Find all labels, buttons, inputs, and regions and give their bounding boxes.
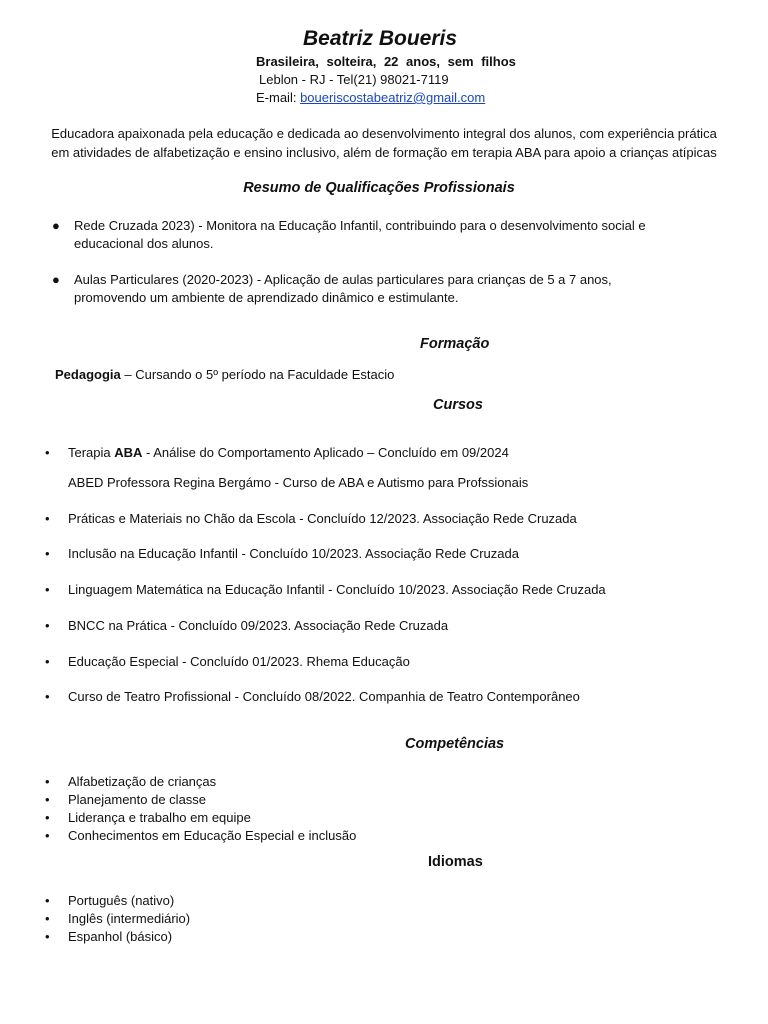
list-item	[45, 827, 545, 845]
list-item	[45, 892, 545, 910]
section-title-qualifications: Resumo de Qualificações Profissionais	[243, 180, 515, 196]
bullet-icon: •	[45, 792, 50, 807]
skill-text: Liderança e trabalho em equipe	[68, 810, 251, 825]
bullet-icon: •	[45, 893, 50, 908]
course-item	[45, 689, 580, 704]
qualification-text: educacional dos alunos.	[74, 236, 214, 251]
course-item	[45, 582, 606, 597]
professional-summary	[0, 124, 768, 162]
bullet-icon: •	[45, 445, 50, 460]
qualifications-list	[50, 217, 730, 325]
section-title-idiomas: Idiomas	[428, 854, 483, 870]
bullet-icon: ●	[52, 272, 60, 287]
course-text: Curso de Teatro Profissional - Concluído 08/2022. Companhia de Teatro Contemporâneo	[68, 689, 580, 704]
skills-list	[45, 773, 545, 845]
bullet-icon: •	[45, 810, 50, 825]
summary-line: Educadora apaixonada pela educação e dedicada ao desenvolvimento integral dos alunos, com experiência prática	[51, 126, 717, 141]
degree-name: Pedagogia	[55, 367, 121, 382]
course-item	[45, 618, 448, 633]
course-item	[45, 511, 577, 526]
languages-list	[45, 892, 545, 946]
email-label: E-mail:	[256, 90, 301, 105]
bullet-icon: •	[45, 511, 50, 526]
bullet-icon: •	[45, 929, 50, 944]
qualification-text: promovendo um ambiente de aprendizado dinâmico e estimulante.	[74, 290, 459, 305]
bullet-icon: •	[45, 582, 50, 597]
bullet-icon: •	[45, 689, 50, 704]
skill-text: Conhecimentos em Educação Especial e inclusão	[68, 828, 357, 843]
bullet-icon: •	[45, 546, 50, 561]
email-link[interactable]: boueriscostabeatriz@gmail.com	[300, 90, 486, 105]
course-text: - Análise do Comportamento Aplicado – Concluído em 09/2024	[142, 445, 509, 460]
section-title-formacao: Formação	[420, 336, 490, 352]
skill-text: Planejamento de classe	[68, 792, 207, 807]
language-text: Espanhol (básico)	[68, 929, 173, 944]
course-text: Educação Especial - Concluído 01/2023. Rhema Educação	[68, 654, 410, 669]
list-item	[45, 791, 545, 809]
list-item	[45, 910, 545, 928]
list-item	[45, 809, 545, 827]
location-phone-line: Leblon - RJ - Tel(21) 98021-7119	[259, 72, 449, 87]
degree-details: – Cursando o 5º período na Faculdade Estacio	[120, 367, 395, 382]
course-subtitle: ABED Professora Regina Bergámo - Curso de ABA e Autismo para Profssionais	[68, 475, 529, 490]
section-title-competencias: Competências	[405, 736, 505, 752]
qualification-text: Rede Cruzada 2023) - Monitora na Educação Infantil, contribuindo para o desenvolvimento social e	[74, 218, 646, 233]
course-item	[45, 546, 519, 561]
list-item	[50, 271, 730, 307]
list-item	[50, 217, 730, 253]
email-line	[256, 90, 485, 105]
personal-info-line: Brasileira, solteira, 22 anos, sem filhos	[256, 54, 516, 69]
summary-line: em atividades de alfabetização e ensino inclusivo, além de formação em terapia ABA para apoio a crianças atípicas	[51, 145, 717, 160]
course-bold: ABA	[114, 445, 143, 460]
resume-name: Beatriz Boueris	[302, 27, 458, 50]
bullet-icon: •	[45, 618, 50, 633]
bullet-icon: •	[45, 828, 50, 843]
bullet-icon: ●	[52, 218, 60, 233]
language-text: Inglês (intermediário)	[68, 911, 191, 926]
course-item	[45, 654, 410, 669]
course-text: Práticas e Materiais no Chão da Escola - Concluído 12/2023. Associação Rede Cruzada	[68, 511, 577, 526]
bullet-icon: •	[45, 911, 50, 926]
bullet-icon: •	[45, 654, 50, 669]
bullet-icon: •	[45, 774, 50, 789]
list-item	[45, 773, 545, 791]
course-item	[45, 445, 509, 460]
education-entry	[55, 367, 394, 382]
course-text: BNCC na Prática - Concluído 09/2023. Associação Rede Cruzada	[68, 618, 449, 633]
language-text: Português (nativo)	[68, 893, 175, 908]
qualification-text: Aulas Particulares (2020-2023) - Aplicação de aulas particulares para crianças de 5 a 7 anos,	[74, 272, 612, 287]
course-text: Terapia	[68, 445, 115, 460]
list-item	[45, 928, 545, 946]
section-title-cursos: Cursos	[433, 397, 483, 413]
skill-text: Alfabetização de crianças	[68, 774, 217, 789]
course-text: Inclusão na Educação Infantil - Concluído 10/2023. Associação Rede Cruzada	[68, 546, 519, 561]
course-text: Linguagem Matemática na Educação Infantil - Concluído 10/2023. Associação Rede Cruzada	[68, 582, 606, 597]
